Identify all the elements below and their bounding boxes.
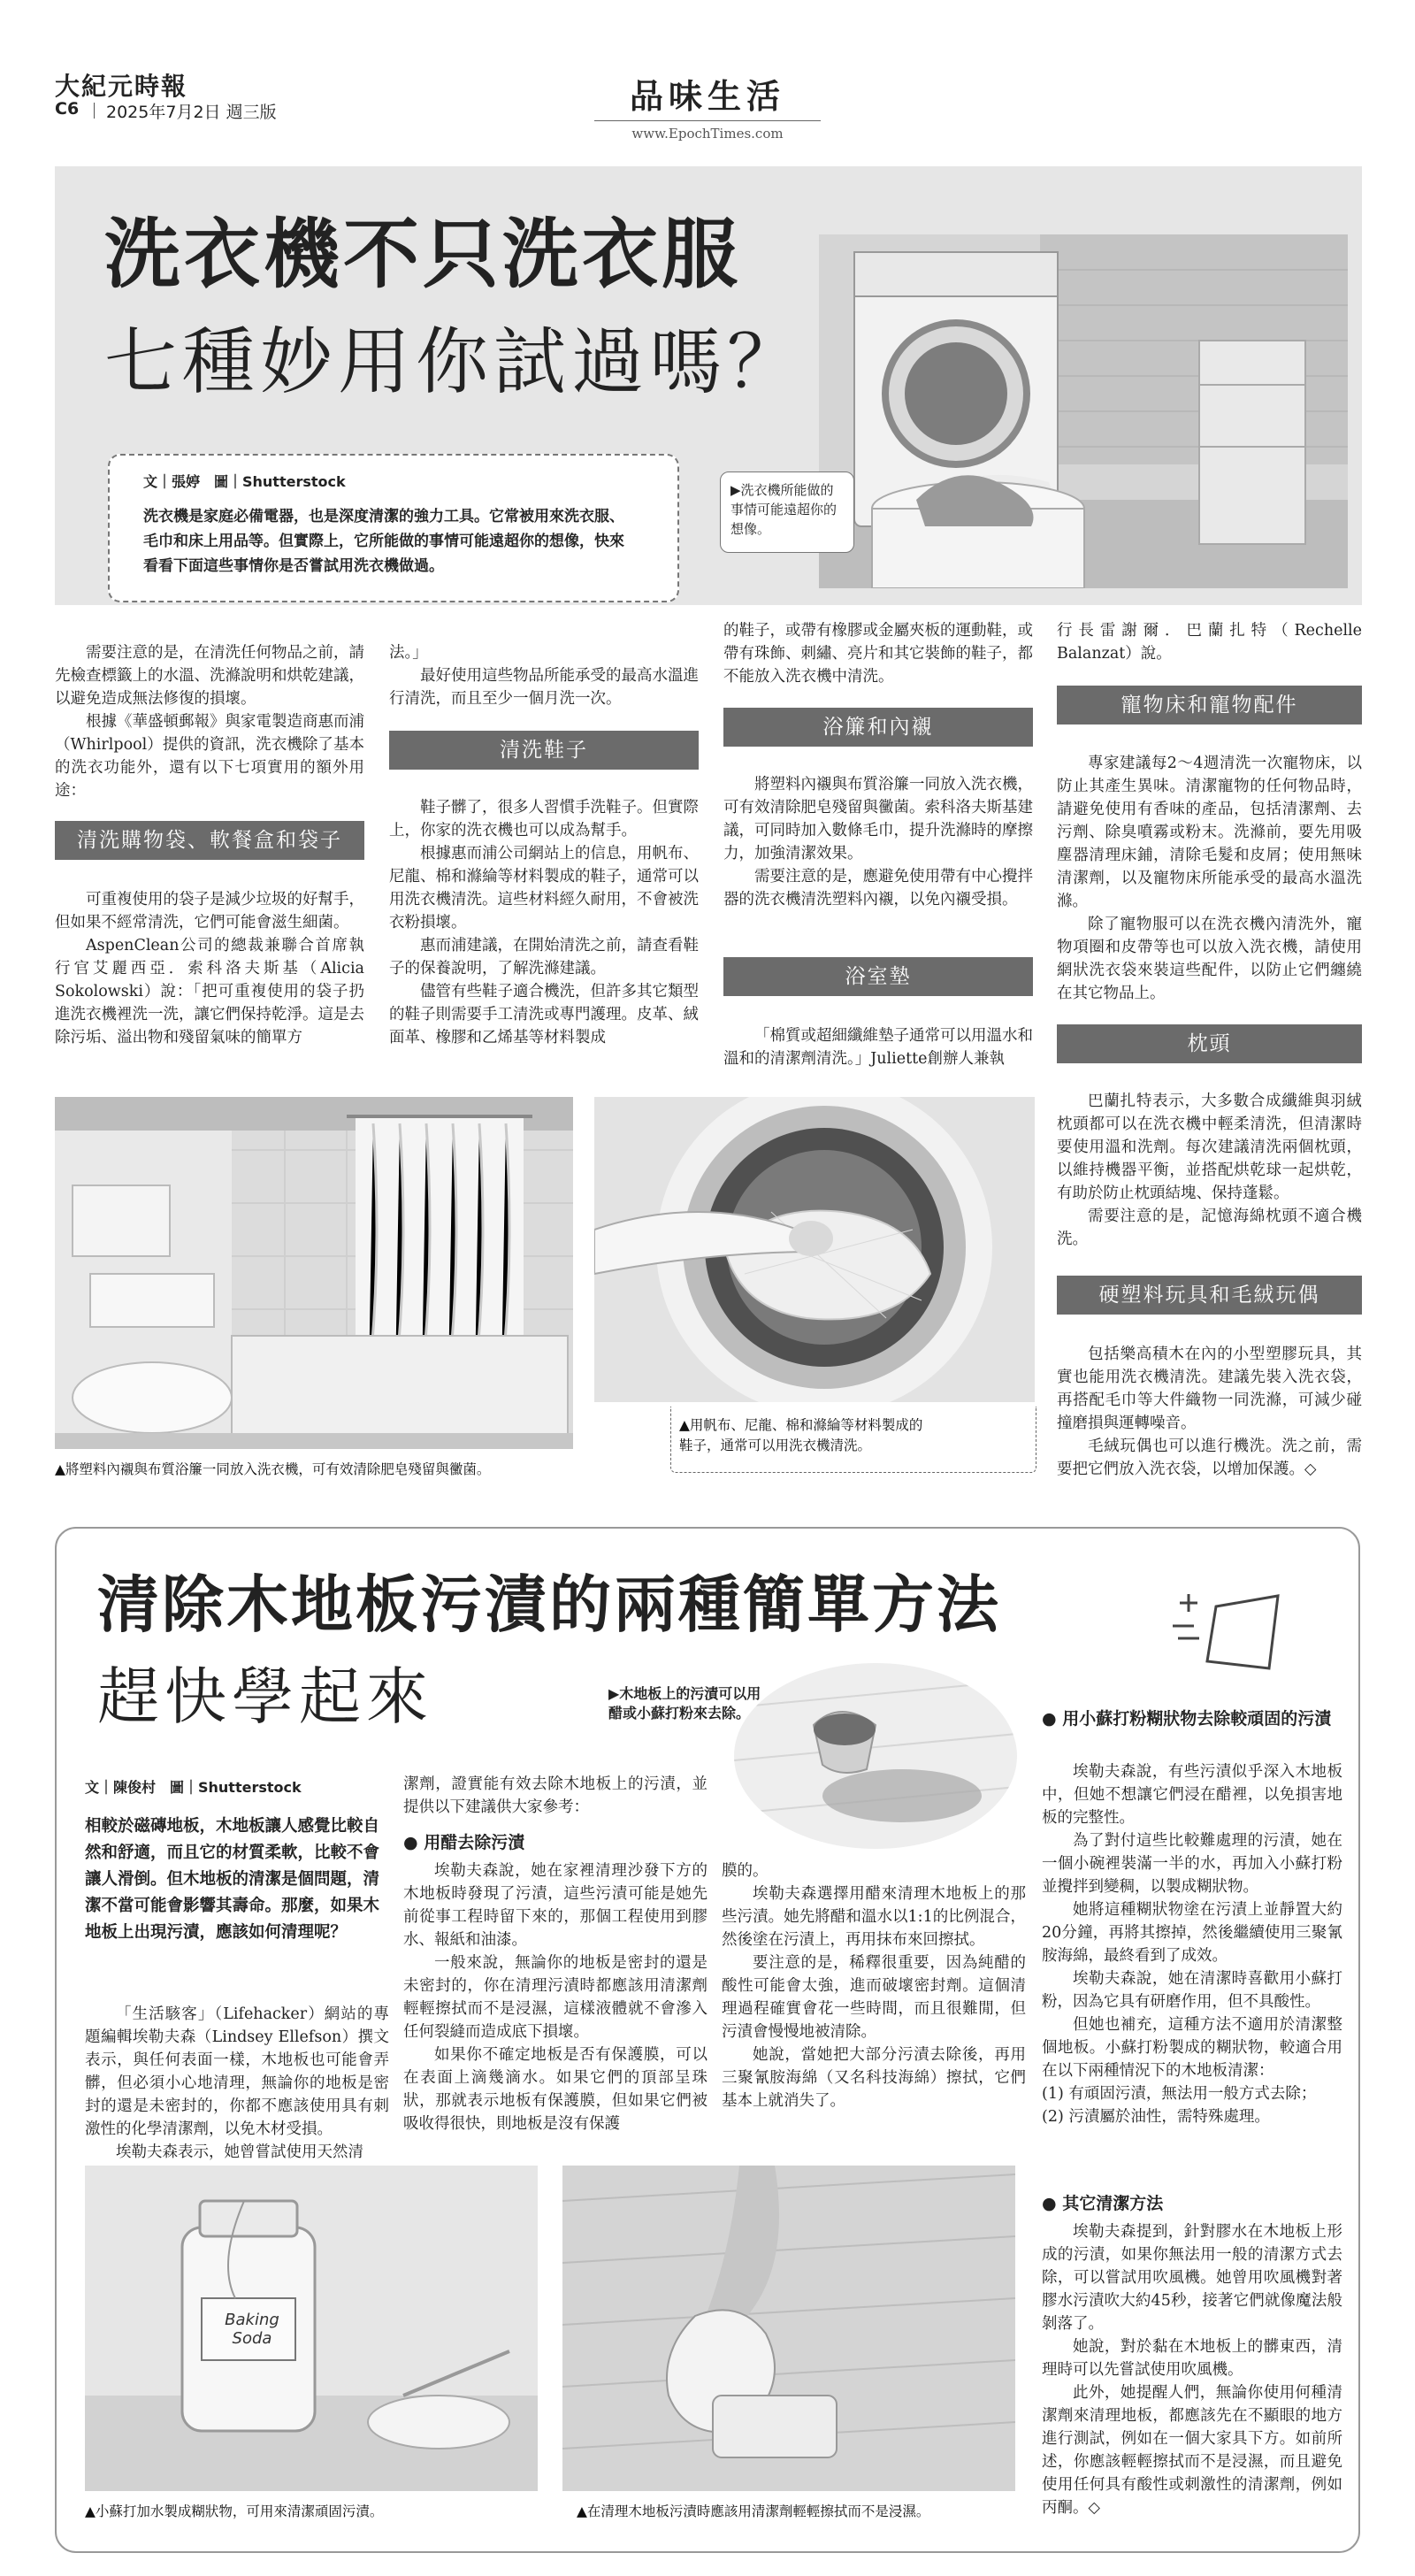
- bullet-dot-icon: ●: [1042, 2194, 1063, 2213]
- article2-col2-top: [403, 1773, 708, 1819]
- heading-shoes: 清洗鞋子: [389, 731, 699, 770]
- paragraph: 潔劑，證實能有效去除木地板上的污漬，並提供以下建議供大家參考：: [403, 1775, 708, 1816]
- page-number: C6: [55, 99, 80, 119]
- article1-col2-top: [389, 641, 699, 710]
- paragraph: 惠而浦建議，在開始清洗之前，請查看鞋子的保養說明，了解洗滌建議。: [389, 937, 699, 978]
- paragraph: 的鞋子，或帶有橡膠或金屬夾板的運動鞋，或帶有珠飾、刺繡、亮片和其它裝飾的鞋子，都不能放入洗衣機中清洗。: [723, 622, 1033, 686]
- hero-caption: ▶洗衣機所能做的事情可能遠超你的想像。: [730, 482, 838, 537]
- paragraph: 「棉質或超細纖維墊子通常可以用溫水和溫和的清潔劑清洗。」Juliette創辦人兼執: [723, 1027, 1033, 1068]
- paragraph: 她說，對於黏在木地板上的髒東西，清理時可以先嘗試使用吹風機。: [1042, 2338, 1342, 2379]
- article2-lead: 相較於磁磚地板，木地板讓人感覺比較自然和舒適，而且它的材質柔軟，比較不會讓人滑倒。但木地板的清潔是個問題，清潔不當可能會影響其壽命。那麼，如果木地板上出現污漬，應該如何清理呢？: [85, 1817, 380, 1942]
- section-underline: [594, 120, 821, 121]
- paragraph: 行長雷謝爾．巴蘭扎特（Rechelle Balanzat）說。: [1057, 622, 1362, 663]
- paragraph: 法。」: [389, 644, 428, 662]
- paragraph: 埃勒夫森表示，她曾嘗試使用天然清: [116, 2143, 363, 2161]
- heading-pillow: 枕頭: [1057, 1024, 1362, 1063]
- paragraph: 最好使用這些物品所能承受的最高水溫進行清洗，而且至少一個月洗一次。: [389, 667, 699, 708]
- article1-col3-top: [723, 619, 1033, 688]
- article1-title-line2: 七種妙用你試過嗎？: [104, 320, 806, 404]
- heading-vinegar-text: 用醋去除污漬: [424, 1833, 525, 1852]
- heading-baking-soda: [1042, 1707, 1342, 1731]
- paragraph: 需要注意的是，應避免使用帶有中心攪拌器的洗衣機清洗塑料內襯，以免內襯受損。: [723, 868, 1033, 908]
- article2-col4-soda: [1042, 1760, 1342, 2128]
- list-item: (2) 污漬屬於油性，需特殊處理。: [1042, 2108, 1270, 2126]
- article2-title-line2: 趕快學起來: [97, 1660, 433, 1733]
- article2-col2-vinegar: [403, 1859, 708, 2135]
- cup-stain-caption: ▶木地板上的污漬可以用醋或小蘇打粉來去除。: [608, 1685, 761, 1721]
- heading-toys: 硬塑料玩具和毛絨玩偶: [1057, 1276, 1362, 1315]
- paragraph: 毛絨玩偶也可以進行機洗。洗之前，需要把它們放入洗衣袋，以增加保護。◇: [1057, 1438, 1362, 1478]
- hero-laundry-photo: [819, 234, 1348, 588]
- paragraph: 她將這種糊狀物塗在污漬上並靜置大約20分鐘，再將其擦掉，然後繼續使用三聚氰胺海綿，最終看到了成效。: [1042, 1901, 1342, 1965]
- paragraph: 埃勒夫森說，有些污漬似乎深入木地板中，但她不想讓它們浸在醋裡，以免損害地板的完整性。: [1042, 1763, 1342, 1827]
- paragraph: 根據《華盛頓郵報》與家電製造商惠而浦（Whirlpool）提供的資訊，洗衣機除了基本的洗衣功能外，還有以下七項實用的額外用途：: [55, 713, 364, 800]
- article1-col4-top: [1057, 619, 1362, 665]
- paragraph: 埃勒夫森提到，針對膠水在木地板上形成的污漬，如果你無法用一般的清潔方式去除，可以嘗試用吹風機。她曾用吹風機對著膠水污漬吹大約45秒，接著它們就像魔法般剝落了。: [1042, 2223, 1342, 2333]
- bullet-dot-icon: ●: [1042, 1709, 1063, 1729]
- paragraph: 需要注意的是，在清洗任何物品之前，請先檢查標籤上的水溫、洗滌說明和烘乾建議，以避免造成無法修復的損壞。: [55, 644, 364, 708]
- paragraph: 埃勒夫森說，她在清潔時喜歡用小蘇打粉，因為它具有研磨作用，但不具酸性。: [1042, 1970, 1342, 2011]
- paragraph: 埃勒夫森選擇用醋來清理木地板上的那些污漬。她先將醋和溫水以1:1的比例混合，然後塗在污漬上，再用抹布來回擦拭。: [722, 1885, 1026, 1949]
- caption-shoes: ▲用帆布、尼龍、棉和滌綸等材料製成的鞋子，通常可以用洗衣機清洗。: [679, 1417, 923, 1453]
- heading-other-methods-text: 其它清潔方法: [1062, 2194, 1164, 2213]
- paragraph: 一般來說，無論你的地板是密封的還是未密封的，你在清理污漬時都應該用清潔劑輕輕擦拭而不是浸濕，這樣液體就不會滲入任何裂縫而造成底下損壞。: [403, 1954, 708, 2041]
- bathroom-photo: [55, 1097, 573, 1449]
- paragraph: 可重複使用的袋子是減少垃圾的好幫手，但如果不經常清洗，它們可能會滋生細菌。: [55, 891, 364, 932]
- paragraph: 為了對付這些比較難處理的污漬，她在一個小碗裡裝滿一半的水，再加入小蘇打粉並攪拌到變稠，以製成糊狀物。: [1042, 1832, 1342, 1896]
- paragraph: 儘管有些鞋子適合機洗，但許多其它類型的鞋子則需要手工清洗或專門護理。皮革、絨面革、橡膠和乙烯基等材料製成: [389, 983, 699, 1046]
- heading-baking-soda-text: 用小蘇打粉糊狀物去除較頑固的污漬: [1062, 1709, 1332, 1729]
- paragraph: 巴蘭扎特表示，大多數合成纖維與羽絨枕頭都可以在洗衣機中輕柔清洗，但清潔時要使用溫和洗劑。每次建議清洗兩個枕頭，以維持機器平衡，並搭配烘乾球一起烘乾，有助於防止枕頭結塊、保持蓬鬆。: [1057, 1092, 1362, 1202]
- article1-lead: 洗衣機是家庭必備電器，也是深度清潔的強力工具。它常被用來洗衣服、毛巾和床上用品等。但實際上，它所能做的事情可能遠超你的想像，快來看看下面這些事情你是否嘗試用洗衣機做過。: [143, 508, 624, 575]
- article1-byline: 文｜張婷 圖｜Shutterstock: [143, 473, 346, 490]
- newspaper-logo: 大紀元時報: [55, 72, 188, 101]
- article1-title-line1: 洗衣機不只洗衣服: [104, 211, 741, 299]
- caption-bathroom: ▲將塑料內襯與布質浴簾一同放入洗衣機，可有效清除肥皂殘留與黴菌。: [55, 1461, 491, 1477]
- paragraph: 「生活駭客」（Lifehacker）網站的專題編輯埃勒夫森（Lindsey Ellefson）撰文表示，與任何表面一樣，木地板也可能會弄髒，但必須小心地清理，無論你的地板是密封的還是未密封的，你都不應該使用具有刺激性的化學清潔劑，以免木材受損。: [85, 2005, 389, 2138]
- heading-pet-bed: 寵物床和寵物配件: [1057, 686, 1362, 724]
- paragraph: 如果你不確定地板是否有保護膜，可以在表面上滴幾滴水。如果它們的頂部呈珠狀，那就表示地板有保護膜，但如果它們被吸收得很快，則地板是沒有保護: [403, 2046, 708, 2133]
- section-title: 品味生活: [629, 77, 785, 116]
- paragraph: 將塑料內襯與布質浴簾一同放入洗衣機，可有效清除肥皂殘留與黴菌。索科洛夫斯基建議，可同時加入數條毛巾，提升洗滌時的摩擦力，加強清潔效果。: [723, 776, 1033, 862]
- paragraph: 但她也補充，這種方法不適用於清潔整個地板。小蘇打粉製成的糊狀物，較適合用在以下兩種情況下的木地板清潔：: [1042, 2016, 1342, 2080]
- heading-other-methods: [1042, 2192, 1342, 2216]
- cleaning-cloth-icon: [1167, 1580, 1291, 1677]
- cup-stain-photo: [734, 1663, 1017, 1849]
- floor-cleaning-photo: [562, 2166, 1015, 2491]
- caption-floor: ▲在清理木地板污漬時應該用清潔劑輕輕擦拭而不是浸濕。: [577, 2503, 930, 2519]
- article1-col4-toys: [1057, 1343, 1362, 1481]
- paragraph: 要注意的是，稀釋很重要，因為純醋的酸性可能會太強，進而破壞密封劑。這個清理過程確實會花一些時間，而且很難閒，但污漬會慢慢地被清除。: [722, 1954, 1026, 2041]
- article1-col3-mat: [723, 1024, 1033, 1070]
- heading-shower-curtain: 浴簾和內襯: [723, 708, 1033, 747]
- article2-col4-other: [1042, 2220, 1342, 2519]
- heading-shopping-bags: 清洗購物袋、軟餐盒和袋子: [55, 821, 364, 860]
- article1-col1-bags: [55, 888, 364, 1049]
- paragraph: 她說，當她把大部分污漬去除後，再用三聚氰胺海綿（又名科技海綿）擦拭，它們基本上就消失了。: [722, 2046, 1026, 2110]
- article1-col4-pet: [1057, 752, 1362, 1005]
- paragraph: 根據惠而浦公司網站上的信息，用帆布、尼龍、棉和滌綸等材料製成的鞋子，通常可以用洗衣機清洗。這些材料經久耐用，不會被洗衣粉損壞。: [389, 845, 699, 932]
- paragraph: 膜的。: [722, 1862, 769, 1880]
- article2-byline: 文｜陳俊村 圖｜Shutterstock: [85, 1779, 302, 1796]
- jar-label: Baking Soda: [225, 2311, 279, 2348]
- paragraph: 鞋子髒了，很多人習慣手洗鞋子。但實際上，你家的洗衣機也可以成為幫手。: [389, 799, 699, 840]
- article1-col4-pillow: [1057, 1090, 1362, 1251]
- masthead: [0, 0, 1415, 155]
- article2-col3: [722, 1859, 1026, 2112]
- website: www.EpochTimes.com: [631, 126, 784, 142]
- paragraph: 需要注意的是，記憶海綿枕頭不適合機洗。: [1057, 1208, 1362, 1248]
- paragraph: 此外，她提醒人們，無論你使用何種清潔劑來清理地板，都應該先在不顯眼的地方進行測試，例如在一個大家具下方。如前所述，你應該輕輕擦拭而不是浸濕，而且避免使用任何具有酸性或刺激性的清潔劑，例如丙酮。◇: [1042, 2384, 1342, 2517]
- article1-col1-intro: [55, 641, 364, 802]
- heading-bath-mat: 浴室墊: [723, 957, 1033, 996]
- paragraph: 專家建議每2～4週清洗一次寵物床，以防止其產生異味。清潔寵物的任何物品時，請避免使用有香味的產品，包括清潔劑、去污劑、除臭噴霧或粉末。洗滌前，要先用吸塵器清理床鋪，清除毛髮和皮屑；使用無味清潔劑，以及寵物床所能承受的最高水溫洗滌。: [1057, 755, 1362, 910]
- baking-soda-photo: [85, 2166, 538, 2491]
- paragraph: 除了寵物服可以在洗衣機內清洗外，寵物項圈和皮帶等也可以放入洗衣機，請使用網狀洗衣袋來裝這些配件，以防止它們纏繞在其它物品上。: [1057, 916, 1362, 1002]
- bullet-dot-icon: ●: [403, 1833, 424, 1852]
- paragraph: AspenClean公司的總裁兼聯合首席執行官艾麗西亞．索科洛夫斯基（Alicia Sokolowski）說：「把可重複使用的袋子扔進洗衣機裡洗一洗，讓它們保持乾淨。這是去除污垢、溢出物和殘留氣味的簡單方: [55, 937, 364, 1046]
- article1-col3-curtain: [723, 773, 1033, 911]
- article2-col1: [85, 2003, 389, 2164]
- article1-col2-shoes: [389, 796, 699, 1049]
- heading-vinegar: [403, 1831, 708, 1855]
- shoe-washing-photo: [594, 1097, 1035, 1402]
- issue-date: 2025年7月2日 週三版: [106, 103, 277, 122]
- list-item: (1) 有頑固污漬，無法用一般方式去除；: [1042, 2085, 1317, 2103]
- article2-title-line1: 清除木地板污漬的兩種簡單方法: [97, 1568, 1001, 1641]
- paragraph: 包括樂高積木在內的小型塑膠玩具，其實也能用洗衣機清洗。建議先裝入洗衣袋，再搭配毛巾等大件織物一同洗滌，可減少碰撞磨損與運轉噪音。: [1057, 1346, 1362, 1432]
- paragraph: 埃勒夫森說，她在家裡清理沙發下方的木地板時發現了污漬，這些污漬可能是她先前從事工程時留下來的，那個工程使用到膠水、報紙和油漆。: [403, 1862, 708, 1949]
- caption-baking-soda: ▲小蘇打加水製成糊狀物，可用來清潔頑固污漬。: [85, 2503, 384, 2519]
